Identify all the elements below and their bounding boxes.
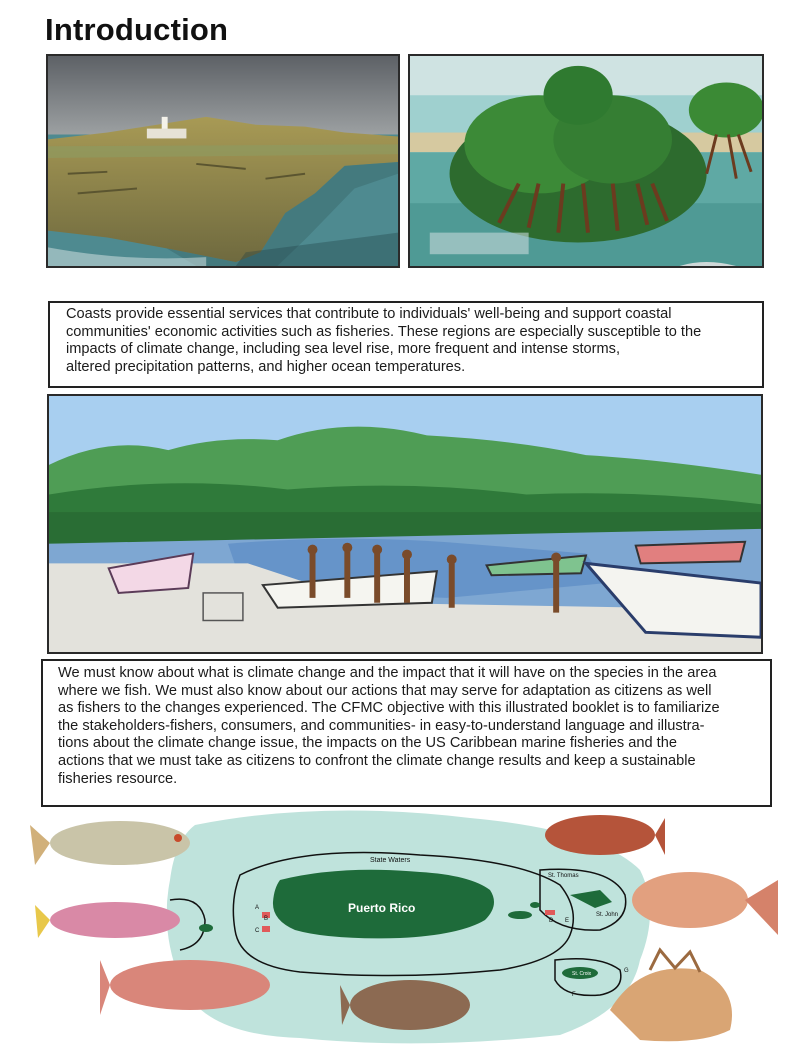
area-label: F (572, 992, 576, 998)
area-label: C (255, 928, 260, 934)
st-croix-label: St. Croix (572, 971, 592, 977)
closure-area (262, 926, 270, 932)
area-label: G (624, 968, 629, 974)
objective-paragraph (41, 659, 772, 807)
intro-line: communities' economic activities such as fisheries. These regions are especially susceptible to the (66, 323, 702, 340)
objective-line: We must know about what is climate change and the impact that it will have on the species in the area (58, 665, 717, 681)
silk-snapper-fish (35, 902, 180, 938)
island-label: Puerto Rico (348, 901, 416, 915)
intro-paragraph (48, 301, 764, 388)
objective-line: as fishers to the changes experienced. The CFMC objective with this illustrated booklet is to familiarize (58, 700, 720, 717)
area-label: B (264, 916, 269, 922)
us-caribbean-map (0, 810, 809, 1047)
coney-fish (632, 872, 778, 935)
mutton-snapper-fish (30, 821, 190, 865)
area-label: E (565, 918, 570, 924)
objective-line: tions about the climate change issue, the impacts on the US Caribbean marine fisheries and the (58, 735, 677, 752)
area-label: A (255, 905, 260, 911)
lighthouse-cliff-illustration (46, 54, 400, 268)
intro-line: impacts of climate change, including sea level rise, more frequent and intense storms, (66, 341, 621, 358)
st-thomas-label: St. Thomas (548, 873, 579, 879)
red-hind-fish (545, 815, 665, 855)
intro-line: Coasts provide essential services that contribute to individuals' well-being and support coastal (66, 306, 672, 322)
fishers-beach-illustration (47, 394, 763, 654)
objective-line: the stakeholders-fishers, consumers, and communities- in easy-to-understand language and illustra- (58, 717, 705, 734)
area-label: D (549, 918, 554, 924)
objective-line: where we fish. We must also know about our actions that may serve for adaptation as citizens as well (58, 682, 712, 699)
closure-area (545, 910, 555, 915)
st-john-label: St. John (596, 912, 619, 918)
objective-line: actions that we must take as citizens to confront the climate change results and keep a sustainable (58, 752, 696, 769)
objective-line: fisheries resource. (58, 770, 178, 787)
mangrove-illustration (408, 54, 764, 268)
state-waters-label: State Waters (370, 857, 411, 864)
intro-line: altered precipitation patterns, and higher ocean temperatures. (66, 358, 466, 375)
page-title: Introduction (45, 12, 229, 47)
